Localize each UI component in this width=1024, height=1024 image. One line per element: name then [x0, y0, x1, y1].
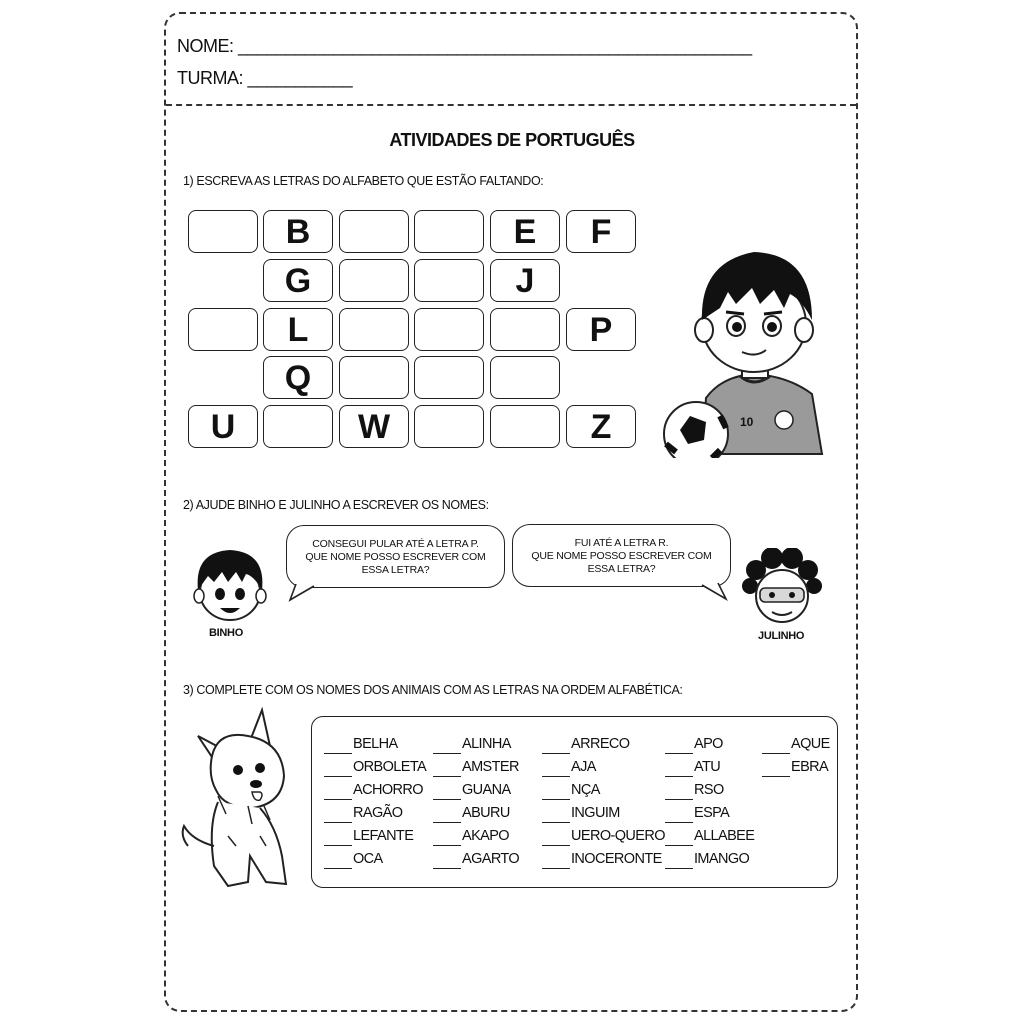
letter-box[interactable] — [490, 405, 560, 448]
turma-field: TURMA: ___________ — [177, 68, 353, 88]
binho-bubble-tail — [288, 584, 320, 602]
animal-blank[interactable] — [542, 822, 570, 823]
letter-box[interactable] — [414, 259, 484, 302]
animal-word-fragment: AMSTER — [462, 759, 519, 775]
animal-word-fragment: NÇA — [571, 782, 600, 798]
animal-word-fragment: ATU — [694, 759, 721, 775]
animal-word-fragment: AJA — [571, 759, 596, 775]
animal-word-fragment: ABURU — [462, 805, 510, 821]
julinho-face-illustration — [742, 548, 822, 628]
animal-word-fragment: INOCERONTE — [571, 851, 662, 867]
letter-box[interactable] — [339, 259, 409, 302]
animal-blank[interactable] — [542, 776, 570, 777]
animal-blank[interactable] — [665, 822, 693, 823]
animal-word-fragment: ORBOLETA — [353, 759, 427, 775]
animal-blank[interactable] — [433, 822, 461, 823]
animal-blank[interactable] — [762, 753, 790, 754]
animal-blank[interactable] — [433, 776, 461, 777]
letter-box[interactable] — [339, 356, 409, 399]
bubble-right-line-1: FUI ATÉ A LETRA R. — [574, 537, 669, 549]
animal-blank[interactable] — [542, 799, 570, 800]
letter-box[interactable]: B — [263, 210, 333, 253]
letter-box[interactable]: G — [263, 259, 333, 302]
letter-box[interactable]: L — [263, 308, 333, 351]
animal-word-fragment: AQUE — [791, 736, 830, 752]
animal-blank[interactable] — [542, 753, 570, 754]
letter-box[interactable] — [490, 308, 560, 351]
letter-box[interactable]: J — [490, 259, 560, 302]
animal-word-fragment: RAGÃO — [353, 805, 403, 821]
binho-speech-bubble — [286, 525, 505, 588]
binho-name: BINHO — [209, 627, 243, 639]
binho-face-illustration — [190, 548, 270, 624]
animal-word-fragment: EBRA — [791, 759, 829, 775]
animal-blank[interactable] — [433, 868, 461, 869]
question-1-label: 1) ESCREVA AS LETRAS DO ALFABETO QUE ESTÃO FALTANDO: — [183, 174, 544, 188]
letter-box[interactable]: W — [339, 405, 409, 448]
letter-box[interactable] — [188, 308, 258, 351]
animal-blank[interactable] — [665, 845, 693, 846]
animal-word-fragment: ESPA — [694, 805, 730, 821]
question-3-label: 3) COMPLETE COM OS NOMES DOS ANIMAIS COM AS LETRAS NA ORDEM ALFABÉTICA: — [183, 683, 683, 697]
animal-word-fragment: AGARTO — [462, 851, 520, 867]
letter-box[interactable] — [263, 405, 333, 448]
animal-word-fragment: GUANA — [462, 782, 511, 798]
bubble-left-line-3: ESSA LETRA? — [361, 564, 430, 576]
julinho-bubble-tail — [696, 583, 730, 601]
animal-word-fragment: ALINHA — [462, 736, 511, 752]
julinho-speech-bubble — [512, 524, 731, 587]
animal-word-fragment: AKAPO — [462, 828, 509, 844]
animal-blank[interactable] — [433, 799, 461, 800]
letter-box[interactable] — [414, 405, 484, 448]
julinho-name: JULINHO — [758, 630, 805, 642]
animal-blank[interactable] — [665, 753, 693, 754]
animal-blank[interactable] — [665, 799, 693, 800]
letter-box[interactable]: Z — [566, 405, 636, 448]
letter-box[interactable] — [188, 210, 258, 253]
animal-blank[interactable] — [542, 868, 570, 869]
animal-word-fragment: APO — [694, 736, 723, 752]
animal-word-fragment: UERO-QUERO — [571, 828, 665, 844]
animal-blank[interactable] — [433, 845, 461, 846]
header-divider — [166, 104, 856, 106]
letter-box[interactable]: P — [566, 308, 636, 351]
letter-box[interactable] — [414, 356, 484, 399]
animal-word-fragment: ACHORRO — [353, 782, 423, 798]
animal-blank[interactable] — [324, 753, 352, 754]
animal-word-fragment: LEFANTE — [353, 828, 414, 844]
animal-word-fragment: OCA — [353, 851, 383, 867]
animal-blank[interactable] — [433, 753, 461, 754]
animal-blank[interactable] — [324, 868, 352, 869]
animal-word-fragment: ARRECO — [571, 736, 630, 752]
letter-box[interactable] — [414, 308, 484, 351]
animal-word-fragment: INGUIM — [571, 805, 620, 821]
nome-field: NOME: ______________________________________________________ — [177, 36, 752, 56]
bubble-right-line-2: QUE NOME POSSO ESCREVER COM — [531, 550, 712, 562]
dog-illustration — [178, 706, 294, 894]
question-2-label: 2) AJUDE BINHO E JULINHO A ESCREVER OS NOMES: — [183, 498, 489, 512]
animal-word-fragment: RSO — [694, 782, 724, 798]
animal-blank[interactable] — [665, 868, 693, 869]
boy-with-ball-illustration — [662, 248, 842, 458]
animal-word-fragment: ALLABEE — [694, 828, 755, 844]
animal-blank[interactable] — [324, 822, 352, 823]
animal-word-fragment: BELHA — [353, 736, 398, 752]
animal-word-fragment: IMANGO — [694, 851, 750, 867]
svg-text:10: 10 — [740, 415, 754, 429]
letter-box[interactable] — [339, 308, 409, 351]
letter-box[interactable] — [339, 210, 409, 253]
page-title: ATIVIDADES DE PORTUGUÊS — [389, 130, 635, 150]
animal-blank[interactable] — [762, 776, 790, 777]
animal-blank[interactable] — [324, 799, 352, 800]
letter-box[interactable]: U — [188, 405, 258, 448]
bubble-right-line-3: ESSA LETRA? — [587, 563, 656, 575]
animal-blank[interactable] — [324, 845, 352, 846]
bubble-left-line-2: QUE NOME POSSO ESCREVER COM — [305, 551, 486, 563]
letter-box[interactable] — [414, 210, 484, 253]
letter-box[interactable]: E — [490, 210, 560, 253]
letter-box[interactable]: F — [566, 210, 636, 253]
animal-blank[interactable] — [665, 776, 693, 777]
animal-blank[interactable] — [542, 845, 570, 846]
animal-blank[interactable] — [324, 776, 352, 777]
bubble-left-line-1: CONSEGUI PULAR ATÉ A LETRA P. — [312, 538, 479, 550]
letter-box[interactable]: Q — [263, 356, 333, 399]
letter-box[interactable] — [490, 356, 560, 399]
